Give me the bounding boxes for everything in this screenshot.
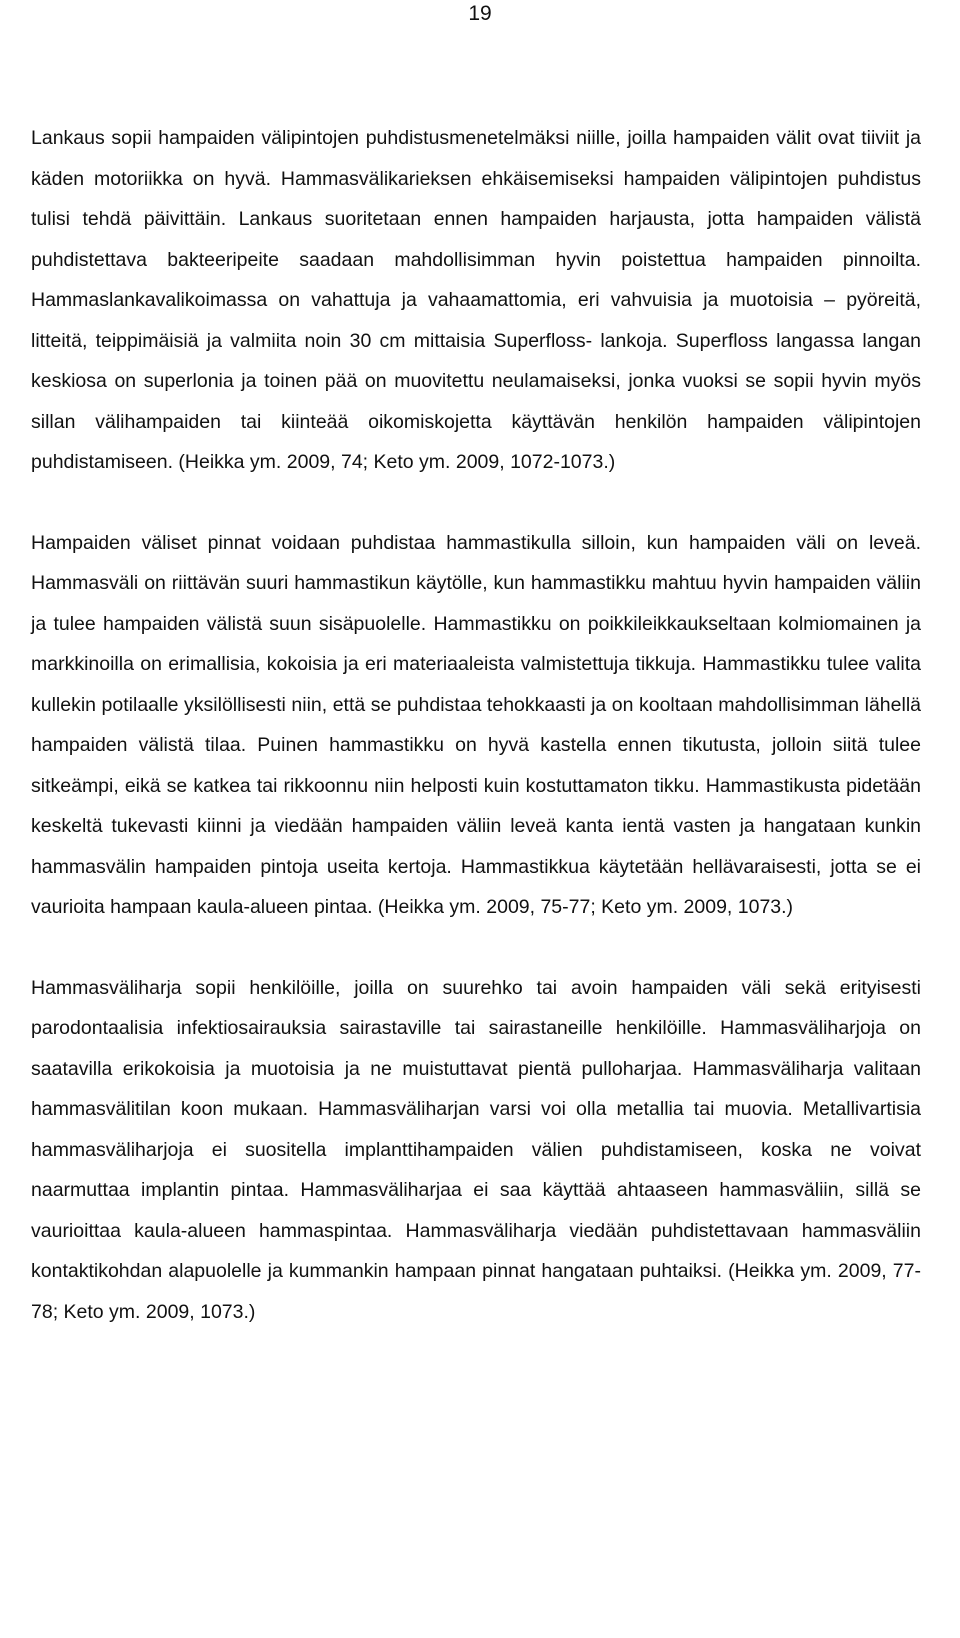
paragraph-toothpick: Hampaiden väliset pinnat voidaan puhdistaa hammastikulla silloin, kun hampaiden väli on leveä. Hammasväli on riittävän suuri hammastikun käytölle, kun hammastikku mahtuu hyvin hampaiden väliin ja tulee hampaiden välistä suun sisäpuolelle. Hammastikku on poikkileikkaukseltaan kolmiomainen ja markkinoilla on erimallisia, kokoisia ja eri materiaaleista valmistettuja tikkuja. Hammastikku tulee valita kullekin potilaalle yksilöllisesti niin, että se puhdistaa tehokkaasti ja on kooltaan mahdollisimman lähellä hampaiden välistä tilaa. Puinen hammastikku on hyvä kastella ennen tikutusta, jolloin siitä tulee sitkeämpi, eikä se katkea tai rikkoonnu niin helposti kuin kostuttamaton tikku. Hammastikusta pidetään keskeltä tukevasti kiinni ja viedään hampaiden väliin leveä kanta ientä vasten ja hangataan kunkin hammasvälin hampaiden pintoja useita kertoja. Hammastikkua käytetään hellävaraisesti, jotta se ei vaurioita hampaan kaula-alueen pintaa. (Heikka ym. 2009, 75-77; Keto ym. 2009, 1073.) (31, 531, 921, 918)
page-number: 19 (468, 2, 492, 25)
document-body (31, 118, 921, 1332)
paragraph-flossing: Lankaus sopii hampaiden välipintojen puhdistusmenetelmäksi niille, joilla hampaiden välit ovat tiiviit ja käden motoriikka on hyvä. Hammasvälikarieksen ehkäisemiseksi hampaiden välipintojen puhdistus tulisi tehdä päivittäin. Lankaus suoritetaan ennen hampaiden harjausta, jotta hampaiden välistä puhdistettava bakteeripeite saadaan mahdollisimman hyvin poistettua hampaiden pinnoilta. Hammaslankavalikoimassa on vahattuja ja vahaamattomia, eri vahvuisia ja muotoisia – pyöreitä, litteitä, teippimäisiä ja valmiita noin 30 cm mittaisia Superfloss- lankoja. Superfloss langassa langan keskiosa on superlonia ja toinen pää on muovitettu neulamaiseksi, jonka vuoksi se sopii hyvin myös sillan välihampaiden tai kiinteää oikomiskojetta käyttävän henkilön hampaiden välipintojen puhdistamiseen. (Heikka ym. 2009, 74; Keto ym. 2009, 1072-1073.) (31, 127, 921, 473)
paragraph-interdental-brush: Hammasväliharja sopii henkilöille, joilla on suurehko tai avoin hampaiden väli sekä erityisesti parodontaalisia infektiosairauksia sairastaville tai sairastaneille henkilöille. Hammasväliharjoja on saatavilla erikokoisia ja muotoisia ja ne muistuttavat pientä pulloharjaa. Hammasväliharja valitaan hammasvälitilan koon mukaan. Hammasväliharjan varsi voi olla metallia tai muovia. Metallivartisia hammasväliharjoja ei suositella implanttihampaiden välien puhdistamiseen, koska ne voivat naarmuttaa implantin pintaa. Hammasväliharjaa ei saa käyttää ahtaaseen hammasväliin, sillä se vaurioittaa kaula-alueen hammaspintaa. Hammasväliharja viedään puhdistettavaan hammasväliin kontaktikohdan alapuolelle ja kummankin hampaan pinnat hangataan puhtaiksi. (Heikka ym. 2009, 77-78; Keto ym. 2009, 1073.) (31, 976, 921, 1323)
